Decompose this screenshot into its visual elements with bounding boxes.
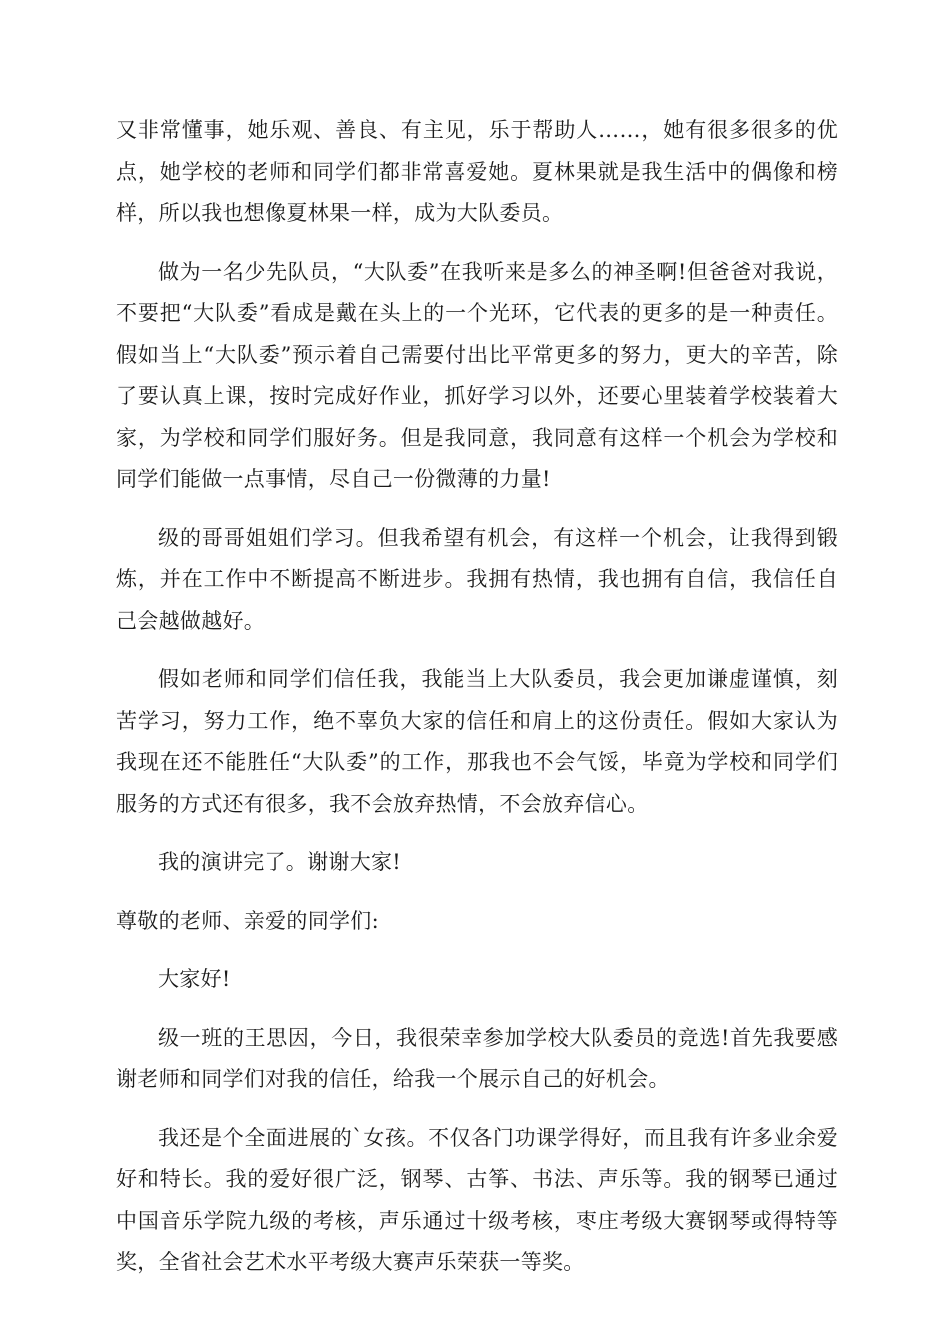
paragraph-1: 又非常懂事，她乐观、善良、有主见，乐于帮助人……，她有很多很多的优点，她学校的老师和同学们都非常喜爱她。夏林果就是我生活中的偶像和榜样，所以我也想像夏林果一样，成为大队委员。 (116, 118, 838, 225)
paragraph-2: 做为一名少先队员，“大队委”在我听来是多么的神圣啊!但爸爸对我说，不要把“大队委”看成是戴在头上的一个光环，它代表的更多的是一种责任。假如当上“大队委”预示着自己需要付出比平常更多的努力，更大的辛苦，除了要认真上课，按时完成好作业，抓好学习以外，还要心里装着学校装着大家，为学校和同学们服好务。但是我同意，我同意有这样一个机会为学校和同学们能做一点事情，尽自己一份微薄的力量! (116, 259, 838, 491)
greeting: 大家好! (158, 967, 231, 991)
paragraph-3: 级的哥哥姐姐们学习。但我希望有机会，有这样一个机会，让我得到锻炼，并在工作中不断提高不断进步。我拥有热情，我也拥有自信，我信任自己会越做越好。 (116, 525, 838, 633)
paragraph-talents: 我还是个全面进展的`女孩。不仅各门功课学得好，而且我有许多业余爱好和特长。我的爱好很广泛，钢琴、古筝、书法、声乐等。我的钢琴已通过中国音乐学院九级的考核，声乐通过十级考核，枣庄考级大赛钢琴或得特等奖，全省社会艺术水平考级大赛声乐荣获一等奖。 (116, 1125, 838, 1274)
paragraph-4: 假如老师和同学们信任我，我能当上大队委员，我会更加谦虚谨慎，刻苦学习，努力工作，绝不辜负大家的信任和肩上的这份责任。假如大家认为我现在还不能胜任“大队委”的工作，那我也不会气馁，毕竟为学校和同学们服务的方式还有很多，我不会放弃热情，不会放弃信心。 (116, 667, 838, 816)
paragraph-intro: 级一班的王思因，今日，我很荣幸参加学校大队委员的竞选!首先我要感谢老师和同学们对我的信任，给我一个展示自己的好机会。 (116, 1025, 838, 1091)
salutation: 尊敬的老师、亲爱的同学们: (116, 908, 379, 933)
document-page (116, 110, 838, 1301)
paragraph-closing: 我的演讲完了。谢谢大家! (158, 850, 402, 874)
